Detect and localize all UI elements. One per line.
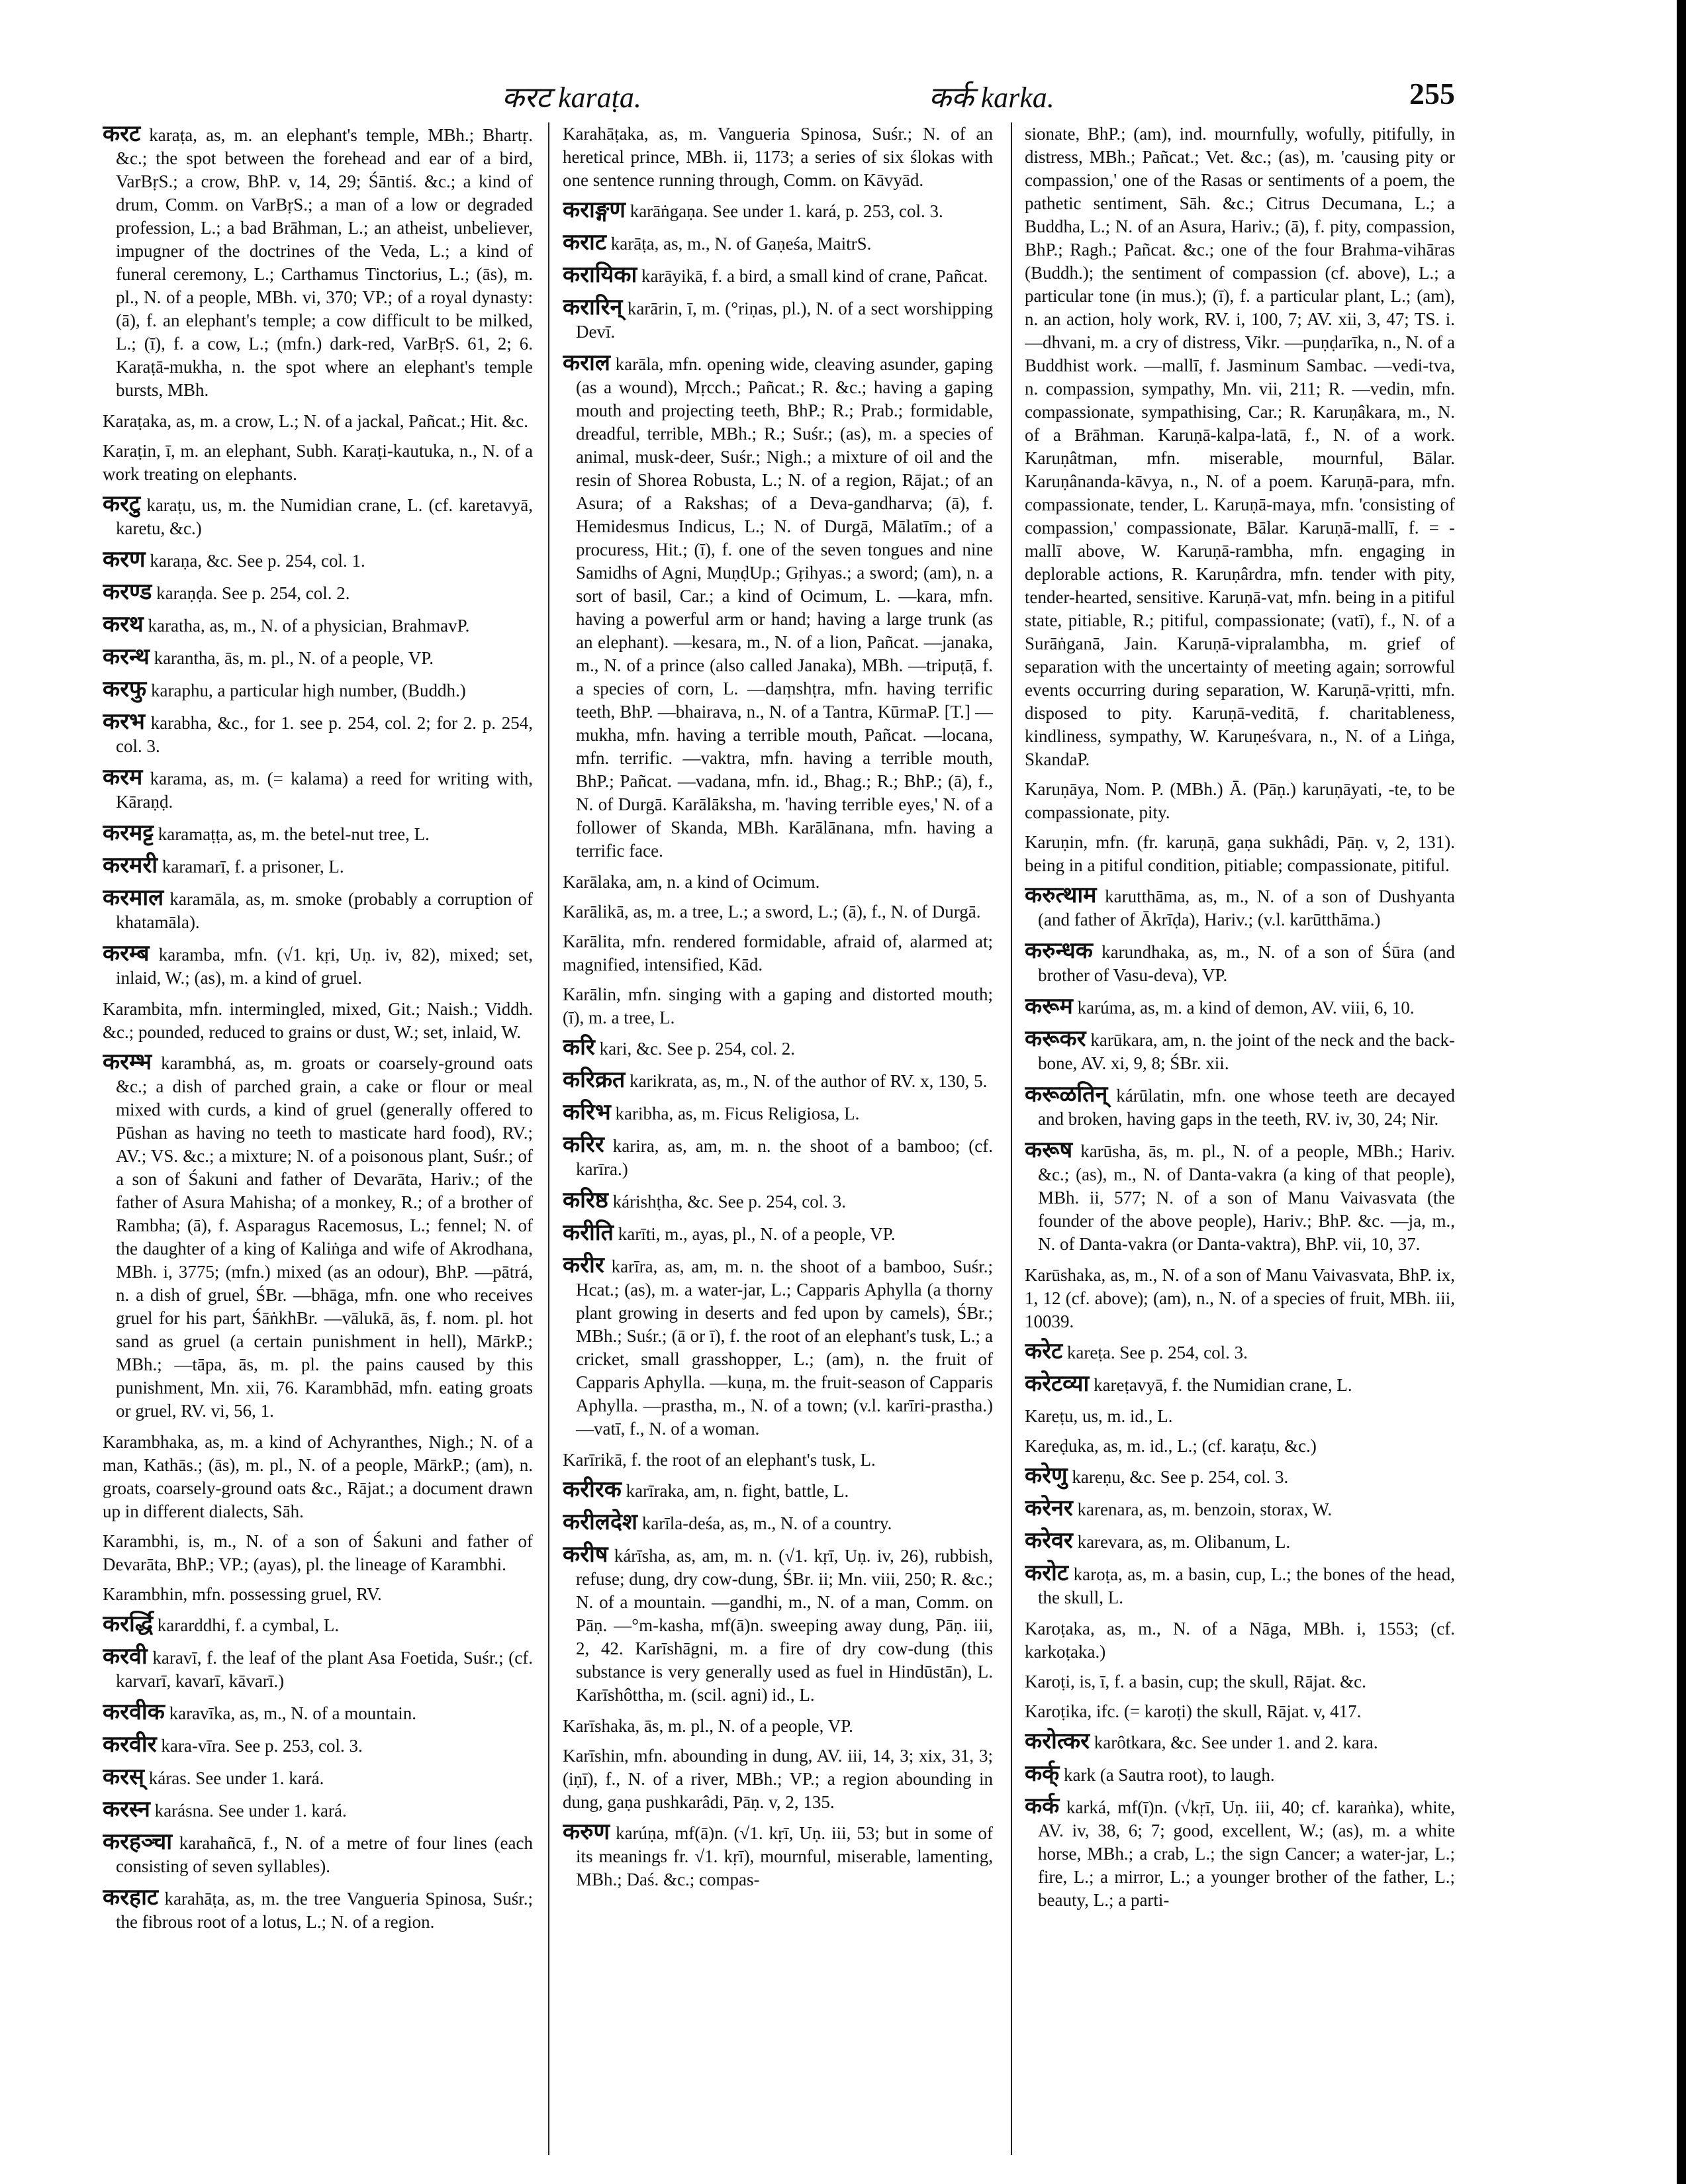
entry-headword: करुत्थाम bbox=[1025, 883, 1097, 908]
entry-headword: करवीक bbox=[103, 1700, 165, 1725]
entry-text: karenara, as, m. benzoin, storax, W. bbox=[1077, 1499, 1333, 1519]
dictionary-entry bbox=[103, 581, 533, 605]
entry-headword: कराल bbox=[563, 351, 610, 375]
dictionary-entry bbox=[563, 263, 993, 288]
entry-text: Karālaka, am, n. a kind of Ocimum. bbox=[563, 872, 820, 892]
dictionary-entry bbox=[563, 231, 993, 256]
entry-headword: करस् bbox=[103, 1765, 145, 1789]
entry-headword: करमरी bbox=[103, 853, 158, 878]
page-number: 255 bbox=[1409, 77, 1455, 111]
entry-headword: करवीर bbox=[103, 1733, 157, 1757]
dictionary-entry bbox=[1025, 995, 1455, 1020]
entry-text: karāyikā, f. a bird, a small kind of crane, Pañcat. bbox=[641, 266, 988, 286]
dictionary-entry bbox=[563, 1101, 993, 1125]
entry-text: Karuṇāya, Nom. P. (MBh.) Ā. (Pāṇ.) karuṇāyati, -te, to be compassionate, pity. bbox=[1025, 779, 1455, 822]
entry-text: karaṇḍa. See p. 254, col. 2. bbox=[156, 583, 350, 603]
entry-text: karāṭa, as, m., N. of Gaṇeśa, MaitrS. bbox=[610, 234, 872, 254]
dictionary-subentry bbox=[563, 983, 993, 1029]
entry-headword: करूळतिन् bbox=[1025, 1082, 1108, 1107]
dictionary-entry bbox=[563, 1036, 993, 1061]
entry-headword: करुन्धक bbox=[1025, 939, 1093, 963]
entry-text: karira, as, am, m. n. the shoot of a bamboo; (cf. karīra.) bbox=[576, 1136, 993, 1179]
entry-text: Karālita, mfn. rendered formidable, afraid of, alarmed at; magnified, intensified, Kād. bbox=[563, 931, 993, 974]
entry-text: karavī, f. the leaf of the plant Asa Foetida, Suśr.; (cf. karvarī, kavarī, kāvarī.) bbox=[116, 1648, 533, 1691]
entry-headword: करीष bbox=[563, 1543, 608, 1567]
entry-headword: करर्द्धि bbox=[103, 1612, 153, 1637]
page-header bbox=[98, 76, 1455, 116]
entry-text: sionate, BhP.; (am), ind. mournfully, wofully, pitifully, in distress, MBh.; Pañcat.; Vet. &c.; (as), m. 'causing pity or compassion,' one of the Rasas or sentiments of a poem, the pathetic sentiment, Sāh. &c.; Citrus Decumana, L.; a Buddha, L.; N. of an Asura, Hariv.; (ā), f. pity, compassion, BhP.; Ragh.; Pañcat. &c.; one of the four Brahma-vihāras (Buddh.); the sentiment of compassion (cf. above), L.; a particular tone (in mus.); (ī), f. a particular plant, L.; (am), n. an action, holy work, RV. i, 100, 7; AV. xii, 3, 47; TS. i. —dhvani, m. a cry of distress, Vikr. —puṇḍarīka, n., N. of a Buddhist work. —mallī, f. Jasminum Sambac. —vedi-tva, n. compassion, sympathy, Mn. vii, 211; R. —vedin, mfn. compassionate, sympathising, Car.; R. Karuṇâkara, m., N. of a Brāhman. Karuṇā-kalpa-latā, f., N. of a work. Karuṇâtman, mfn. miserable, mournful, Bālar. Karuṇânanda-kāvya, n., N. of a poem. Karuṇā-para, mfn. compassionate, tender, L. Karuṇā-maya, mfn. 'consisting of compassion,' compassionate, Bālar. Karuṇā-mallī, f. = -mallī above, W. Karuṇā-rambha, mfn. engaging in deplorable actions, R. Karuṇârdra, mfn. tender with pity, tender-hearted, sensitive. Karuṇā-vat, mfn. being in a pitiful state, pitiable, R.; pitiful, compassionate; (vatī), f., N. of a Surāṅganā, Jain. Karuṇā-vipralambha, m. grief of separation with the uncertainty of meeting again; sorrowful events occurring during separation, W. Karuṇā-vṛitti, mfn. disposed to pity. Karuṇā-veditā, f. charitableness, kindliness, sympathy, W. Karuṇeśvara, n., N. of a Liṅga, SkandaP. bbox=[1025, 124, 1455, 769]
entry-text: kárishṭha, &c. See p. 254, col. 3. bbox=[612, 1192, 847, 1211]
entry-text: kareṭavyā, f. the Numidian crane, L. bbox=[1094, 1375, 1352, 1395]
entry-headword: करीरक bbox=[563, 1478, 622, 1502]
entry-headword: कराङ्गण bbox=[563, 198, 626, 222]
entry-headword: कराट bbox=[563, 230, 606, 255]
dictionary-entry bbox=[563, 1189, 993, 1213]
dictionary-entry bbox=[1025, 1730, 1455, 1754]
entry-text: kareṇu, &c. See p. 254, col. 3. bbox=[1072, 1467, 1289, 1487]
page-edge bbox=[1677, 0, 1686, 2184]
entry-headword: करम bbox=[103, 765, 143, 790]
dictionary-entry bbox=[103, 548, 533, 573]
entry-text: kárīsha, as, am, m. n. (√1. kṛī, Uṇ. iv, 26), rubbish, refuse; dung, dry cow-dung, ŚBr. ii; Mn. viii, 250; R. &c.; N. of a mountain. —gandhi, m., N. of a man, Comm. on Pāṇ. —°m-kasha, mf(ā)n. sweeping away dung, Pāṇ. iii, 2, 42. Karīshāgni, m. a fire of dry cow-dung (this substance is very generally used as fuel in Hindūstān), L. Karīshôttha, m. (scil. agni) id., L. bbox=[576, 1546, 993, 1705]
dictionary-subentry bbox=[103, 1530, 533, 1576]
entry-headword: करुण bbox=[563, 1820, 610, 1844]
dictionary-subentry bbox=[1025, 831, 1455, 877]
entry-headword: करमट्ट bbox=[103, 821, 154, 845]
entry-headword: करम्ब bbox=[103, 941, 150, 966]
entry-text: karúma, as, m. a kind of demon, AV. viii, 6, 10. bbox=[1077, 998, 1415, 1018]
dictionary-entry bbox=[103, 942, 533, 990]
entry-text: Karambhaka, as, m. a kind of Achyranthes, Nigh.; N. of a man, Kathās.; (ās), m. pl., N. of a people, MārkP.; (am), n. groats, coarsely-ground oats &c., Rājat.; a document drawn up in different dialects, Sāh. bbox=[103, 1432, 533, 1521]
entry-headword: करहञ्चा bbox=[103, 1830, 173, 1854]
dictionary-entry bbox=[103, 613, 533, 638]
dictionary-subentry bbox=[103, 998, 533, 1044]
dictionary-entry bbox=[563, 1543, 993, 1707]
dictionary-entry bbox=[103, 710, 533, 758]
dictionary-subentry bbox=[1025, 122, 1455, 771]
entry-headword: करि bbox=[563, 1035, 595, 1060]
dictionary-entry bbox=[103, 1733, 533, 1758]
dictionary-entry bbox=[103, 493, 533, 540]
entry-text: karevara, as, m. Olibanum, L. bbox=[1077, 1532, 1291, 1552]
dictionary-entry bbox=[103, 1701, 533, 1725]
dictionary-subentry bbox=[563, 871, 993, 894]
dictionary-entry bbox=[1025, 1497, 1455, 1521]
dictionary-subentry bbox=[1025, 1700, 1455, 1723]
entry-text: karamaṭṭa, as, m. the betel-nut tree, L. bbox=[158, 824, 430, 844]
dictionary-subentry bbox=[563, 930, 993, 976]
entry-headword: करन्थ bbox=[103, 645, 150, 669]
dictionary-entry bbox=[1025, 1762, 1455, 1787]
entry-headword: करस्न bbox=[103, 1797, 150, 1822]
dictionary-entry bbox=[563, 1133, 993, 1181]
dictionary-entry bbox=[103, 1830, 533, 1878]
dictionary-subentry bbox=[103, 1431, 533, 1523]
entry-text: karaṇa, &c. See p. 254, col. 1. bbox=[150, 551, 365, 571]
dictionary-entry bbox=[1025, 1464, 1455, 1489]
entry-text: karahāṭa, as, m. the tree Vangueria Spinosa, Suśr.; the fibrous root of a lotus, L.; N. of a region. bbox=[116, 1889, 533, 1932]
entry-text: Karaṭin, ī, m. an elephant, Subh. Karaṭi-kautuka, n., N. of a work treating on elephants. bbox=[103, 441, 533, 484]
dictionary-subentry bbox=[103, 410, 533, 433]
dictionary-entry bbox=[1025, 1795, 1455, 1912]
dictionary-entry bbox=[103, 1051, 533, 1423]
entry-headword: करफु bbox=[103, 677, 147, 702]
dictionary-entry bbox=[1025, 1529, 1455, 1554]
entry-headword: करट bbox=[103, 122, 141, 146]
entry-text: karahañcā, f., N. of a metre of four lines (each consisting of seven syllables). bbox=[116, 1833, 533, 1876]
entry-text: karutthāma, as, m., N. of a son of Dushyanta (and father of Ākrīḍa), Hariv.; (v.l. karūtthāma.) bbox=[1038, 886, 1455, 929]
entry-text: Karālin, mfn. singing with a gaping and distorted mouth; (ī), m. a tree, L. bbox=[563, 984, 993, 1027]
column-divider bbox=[1011, 122, 1012, 2155]
dictionary-subentry bbox=[563, 1715, 993, 1738]
entry-text: kari, &c. See p. 254, col. 2. bbox=[599, 1039, 796, 1059]
entry-headword: करण bbox=[103, 547, 146, 572]
entry-text: karibha, as, m. Ficus Religiosa, L. bbox=[615, 1104, 860, 1123]
entry-headword: करण्ड bbox=[103, 580, 152, 604]
entry-text: karīti, m., ayas, pl., N. of a people, VP. bbox=[618, 1224, 896, 1244]
entry-text: kara-vīra. See p. 253, col. 3. bbox=[161, 1736, 363, 1756]
dictionary-subentry bbox=[103, 440, 533, 486]
entry-text: Karahāṭaka, as, m. Vangueria Spinosa, Suśr.; N. of an heretical prince, MBh. ii, 1173; a series of six ślokas with one sentence running through, Comm. on Kāvyād. bbox=[563, 124, 993, 190]
dictionary-subentry bbox=[1025, 1670, 1455, 1693]
running-head-center: कर्क karka. bbox=[929, 81, 1054, 114]
entry-text: karamarī, f. a prisoner, L. bbox=[162, 857, 344, 877]
dictionary-subentry bbox=[1025, 778, 1455, 824]
entry-headword: करीर bbox=[563, 1253, 604, 1278]
dictionary-subentry bbox=[1025, 1264, 1455, 1333]
dictionary-entry bbox=[103, 1766, 533, 1790]
dictionary-entry bbox=[1025, 884, 1455, 931]
entry-text: karúṇa, mf(ā)n. (√1. kṛī, Uṇ. iii, 53; but in some of its meanings fr. √1. kṛī), mournful, miserable, lamenting, MBh.; Daś. &c.; compas- bbox=[576, 1823, 993, 1889]
dictionary-entry bbox=[1025, 939, 1455, 987]
entry-headword: करम्भ bbox=[103, 1050, 152, 1074]
entry-text: Kareḍuka, as, m. id., L.; (cf. karaṭu, &c.) bbox=[1025, 1436, 1317, 1456]
entry-text: Karuṇin, mfn. (fr. karuṇā, gaṇa sukhâdi, Pāṇ. v, 2, 131). being in a pitiful condition, pitiable; compassionate, pitiful. bbox=[1025, 832, 1455, 875]
entry-headword: करूष bbox=[1025, 1138, 1073, 1163]
entry-text: karantha, ās, m. pl., N. of a people, VP. bbox=[154, 648, 434, 668]
entry-text: karikrata, as, m., N. of the author of RV. x, 130, 5. bbox=[630, 1071, 988, 1091]
entry-text: karabha, &c., for 1. see p. 254, col. 2; for 2. p. 254, col. 3. bbox=[116, 713, 533, 756]
entry-headword: करेनर bbox=[1025, 1496, 1073, 1521]
dictionary-entry bbox=[563, 199, 993, 223]
entry-text: kark (a Sautra root), to laugh. bbox=[1063, 1765, 1275, 1785]
dictionary-entry bbox=[103, 822, 533, 846]
entry-headword: करेणु bbox=[1025, 1464, 1068, 1488]
entry-headword: करीति bbox=[563, 1221, 614, 1245]
running-head-left: करट karaṭa. bbox=[502, 81, 641, 114]
entry-headword: करहाट bbox=[103, 1885, 159, 1910]
dictionary-subentry bbox=[563, 900, 993, 924]
dictionary-subentry bbox=[563, 122, 993, 192]
entry-text: Karaṭaka, as, m. a crow, L.; N. of a jackal, Pañcat.; Hit. &c. bbox=[103, 411, 529, 431]
dictionary-entry bbox=[1025, 1027, 1455, 1075]
entry-text: Karūshaka, as, m., N. of a son of Manu Vaivasvata, BhP. ix, 1, 12 (cf. above); (am), n., N. of a species of fruit, MBh. iii, 10039. bbox=[1025, 1265, 1455, 1331]
entry-text: Karoṭaka, as, m., N. of a Nāga, MBh. i, 1553; (cf. karkoṭaka.) bbox=[1025, 1619, 1455, 1662]
entry-headword: करटु bbox=[103, 492, 141, 516]
entry-text: karaṭu, us, m. the Numidian crane, L. (cf. karetavyā, karetu, &c.) bbox=[116, 495, 533, 538]
entry-text: káras. See under 1. kará. bbox=[148, 1768, 324, 1788]
dictionary-entry bbox=[103, 1645, 533, 1693]
entry-text: karīraka, am, n. fight, battle, L. bbox=[626, 1481, 849, 1501]
entry-headword: करिक्रत bbox=[563, 1068, 626, 1092]
entry-text: Karoṭi, is, ī, f. a basin, cup; the skull, Rājat. &c. bbox=[1025, 1672, 1366, 1691]
entry-headword: करोट bbox=[1025, 1561, 1068, 1586]
entry-text: karambhá, as, m. groats or coarsely-ground oats &c.; a dish of parched grain, a cake or flour or meal mixed with curds, a kind of gruel (generally offered to Pūshan as having no teeth to masticate hard food), RV.; AV.; VS. &c.; a mixture; N. of a poisonous plant, Suśr.; of a son of Śakuni and father of Devarāta, Hariv.; of the father of Asura Mahisha; of a monkey, R.; of a brother of Rambha; (ā), f. Asparagus Racemosus, L.; fennel; N. of the daughter of a king of Kaliṅga and wife of Akrodhana, MBh. i, 3775; (mfn.) mixed (as an odour), BhP. —pātrá, n. a dish of gruel, ŚBr. —bhāga, mfn. one who receives gruel for his part, ŚāṅkhBr. —vālukā, ās, f. nom. pl. hot sand as gruel (a certain punishment in hell), MārkP.; MBh.; —tāpa, ās, m. pl. the pains caused by this punishment, Mn. xii, 76. Karambhād, mfn. eating groats or gruel, RV. vi, 56, 1. bbox=[116, 1053, 533, 1421]
column-1 bbox=[103, 122, 533, 2155]
dictionary-entry bbox=[1025, 1372, 1455, 1397]
entry-headword: करेट bbox=[1025, 1339, 1063, 1364]
entry-text: Karoṭika, ifc. (= karoṭi) the skull, Rājat. v, 417. bbox=[1025, 1701, 1362, 1721]
dictionary-entry bbox=[103, 854, 533, 878]
entry-text: karaphu, a particular high number, (Buddh.) bbox=[150, 681, 466, 700]
entry-text: karatha, as, m., N. of a physician, BrahmavP. bbox=[148, 616, 470, 636]
dictionary-subentry bbox=[1025, 1617, 1455, 1664]
dictionary-entry bbox=[1025, 1139, 1455, 1256]
dictionary-entry bbox=[103, 645, 533, 670]
entry-text: karundhaka, as, m., N. of a son of Śūra (and brother of Vasu-deva), VP. bbox=[1038, 942, 1455, 985]
entry-text: karaṭa, as, m. an elephant's temple, MBh.; Bhartṛ. &c.; the spot between the forehead and ear of a bird, VarBṛS.; a crow, BhP. v, 14, 29; Śāntiś. &c.; a kind of drum, Comm. on VarBṛS.; a man of a low or degraded profession, L.; a bad Brāhman, L.; an atheist, unbeliever, impugner of the doctrines of the Veda, L.; a kind of funeral ceremony, L.; Carthamus Tinctorius, L.; (ās), m. pl., N. of a people, MBh. vi, 370; VP.; of a royal dynasty: (ā), f. an elephant's temple; a cow difficult to be milked, L.; (ī), f. a cow, L.; (mfn.) dark-red, VarBṛS. 61, 2; 6. Karaṭā-mukha, n. the spot where an elephant's temple bursts, MBh. bbox=[116, 125, 533, 400]
dictionary-entry bbox=[103, 1613, 533, 1637]
entry-headword: करिभ bbox=[563, 1100, 611, 1125]
dictionary-entry bbox=[103, 766, 533, 814]
dictionary-entry bbox=[103, 678, 533, 702]
entry-headword: करूम bbox=[1025, 994, 1073, 1019]
entry-text: kárūlatin, mfn. one whose teeth are decayed and broken, having gaps in the teeth, RV. iv, 30, 24; Nir. bbox=[1038, 1086, 1455, 1129]
entry-text: Kareṭu, us, m. id., L. bbox=[1025, 1406, 1173, 1426]
dictionary-entry bbox=[1025, 1340, 1455, 1364]
entry-headword: करूकर bbox=[1025, 1027, 1086, 1051]
entry-headword: कर्क् bbox=[1025, 1762, 1060, 1786]
dictionary-subentry bbox=[1025, 1405, 1455, 1428]
entry-headword: कर्क bbox=[1025, 1794, 1060, 1819]
entry-headword: करीलदेश bbox=[563, 1510, 638, 1535]
dictionary-entry bbox=[563, 1221, 993, 1246]
entry-headword: करिष्ठ bbox=[563, 1188, 608, 1213]
entry-text: karama, as, m. (= kalama) a reed for writing with, Kāraṇḍ. bbox=[116, 769, 533, 812]
entry-text: Karīrikā, f. the root of an elephant's tusk, L. bbox=[563, 1450, 876, 1470]
entry-text: karoṭa, as, m. a basin, cup, L.; the bones of the head, the skull, L. bbox=[1038, 1564, 1455, 1607]
column-divider bbox=[548, 122, 549, 2155]
entry-headword: करमाल bbox=[103, 886, 164, 910]
dictionary-entry bbox=[563, 1821, 993, 1891]
dictionary-entry bbox=[563, 1511, 993, 1535]
column-2 bbox=[563, 122, 993, 2155]
entry-text: karamāla, as, m. smoke (probably a corruption of khatamāla). bbox=[116, 889, 533, 932]
dictionary-entry bbox=[563, 296, 993, 344]
entry-text: karamba, mfn. (√1. kṛi, Uṇ. iv, 82), mixed; set, inlaid, W.; (as), m. a kind of gruel. bbox=[116, 945, 533, 988]
entry-text: karīra, as, am, m. n. the shoot of a bamboo, Suśr.; Hcat.; (as), m. a water-jar, L.; Capparis Aphylla (a thorny plant growing in deserts and fed upon by camels), ŚBr.; MBh.; Suśr.; (ā or ī), f. the root of an elephant's tusk, L.; a cricket, small grasshopper, L.; (am), n. the fruit of Capparis Aphylla. —kuṇa, m. the fruit-season of Capparis Aphylla. —prastha, m., N. of a town; (v.l. karīri-prastha.) —vatī, f., N. of a woman. bbox=[576, 1257, 993, 1439]
entry-headword: करवी bbox=[103, 1644, 148, 1669]
entry-text: Karambhi, is, m., N. of a son of Śakuni and father of Devarāta, BhP.; VP.; (ayas), pl. the lineage of Karambhi. bbox=[103, 1531, 533, 1574]
entry-text: karīla-deśa, as, m., N. of a country. bbox=[641, 1513, 892, 1533]
dictionary-entry bbox=[563, 352, 993, 863]
dictionary-entry bbox=[1025, 1562, 1455, 1609]
dictionary-entry bbox=[1025, 1083, 1455, 1131]
dictionary-entry bbox=[103, 122, 533, 402]
entry-text: karāṅgaṇa. See under 1. kará, p. 253, col. 3. bbox=[630, 201, 943, 221]
entry-text: Karīshin, mfn. abounding in dung, AV. iii, 14, 3; xix, 31, 3; (iṇī), f., N. of a river, MBh.; VP.; a region abounding in dung, gaṇa pushkarâdi, Pāṇ. v, 2, 135. bbox=[563, 1746, 993, 1812]
dictionary-entry bbox=[563, 1254, 993, 1441]
entry-text: Karīshaka, ās, m. pl., N. of a people, VP. bbox=[563, 1716, 853, 1736]
dictionary-entry bbox=[103, 886, 533, 934]
dictionary-subentry bbox=[563, 1744, 993, 1814]
dictionary-subentry bbox=[1025, 1435, 1455, 1458]
entry-text: karavīka, as, m., N. of a mountain. bbox=[169, 1703, 416, 1723]
entry-headword: करिर bbox=[563, 1133, 604, 1157]
entry-text: karásna. See under 1. kará. bbox=[154, 1801, 347, 1821]
entry-text: karká, mf(ī)n. (√kṛī, Uṇ. iii, 40; cf. karaṅka), white, AV. iv, 38, 6; 7; good, excellent, W.; (as), m. a white horse, MBh.; a crab, L.; the sign Cancer; a water-jar, L.; fire, L.; a mirror, L.; a younger brother of the father, L.; beauty, L.; a parti- bbox=[1038, 1797, 1455, 1910]
entry-text: karāla, mfn. opening wide, cleaving asunder, gaping (as a wound), Mṛcch.; Pañcat.; R. &c.; having a gaping mouth and projecting teeth, BhP.; R.; Prab.; formidable, dreadful, terrible, MBh.; R.; Suśr.; (as), m. a species of animal, musk-deer, Suśr.; Nigh.; a mixture of oil and the resin of Shorea Robusta, L.; N. of a region, Rājat.; of an Asura; of a Rakshas; of a Deva-gandharva; (ā), f. Hemidesmus Indicus, L.; N. of Durgā, Mālatīm.; of a procuress, Hit.; (ī), f. one of the seven tongues and nine Samidhs of Agni, MuṇḍUp.; Gṛihyas.; a sword; (am), n. a sort of basil, Car.; a kind of Ocimum, L. —kara, mfn. having a powerful arm or hand; having a large trunk (as an elephant). —kesara, m., N. of a lion, Pañcat. —janaka, m., N. of a prince (also called Janaka), MBh. —tripuṭā, f. a species of corn, L. —daṃshṭra, mfn. having terrific teeth, BhP. —bhairava, n., N. of a Tantra, KūrmaP. [T.] —mukha, mfn. having a terrible mouth, Pañcat. —locana, mfn. terrific. —vaktra, mfn. having a terrible mouth, BhP.; Pañcat. —vadana, mfn. id., Bhag.; R.; BhP.; (ā), f., N. of Durgā. Karālāksha, m. 'having terrible eyes,' N. of a follower of Skanda, MBh. Karālānana, mfn. having a terrific face. bbox=[576, 354, 993, 861]
entry-headword: करारिन् bbox=[563, 295, 623, 320]
dictionary-entry bbox=[103, 1798, 533, 1823]
entry-text: kararddhi, f. a cymbal, L. bbox=[157, 1615, 340, 1635]
entry-text: karārin, ī, m. (°riṇas, pl.), N. of a sect worshipping Devī. bbox=[576, 299, 993, 342]
entry-headword: करेटव्या bbox=[1025, 1372, 1090, 1396]
entry-text: karūsha, ās, m. pl., N. of a people, MBh.; Hariv. &c.; (as), m., N. of Danta-vakra (a king of that people), MBh. ii, 577; N. of a son of Manu Vaivasvata (the founder of the above people), Hariv.; BhP. &c. —ja, m., N. of Danta-vakra (or Danta-vaktra), BhP. vii, 10, 37. bbox=[1038, 1141, 1455, 1254]
entry-text: Karambita, mfn. intermingled, mixed, Git.; Naish.; Viddh. &c.; pounded, reduced to grains or dust, W.; set, inlaid, W. bbox=[103, 999, 533, 1042]
dictionary-subentry bbox=[103, 1583, 533, 1606]
entry-text: karôtkara, &c. See under 1. and 2. kara. bbox=[1094, 1733, 1378, 1752]
entry-text: kareṭa. See p. 254, col. 3. bbox=[1066, 1343, 1248, 1362]
dictionary-entry bbox=[103, 1886, 533, 1934]
dictionary-entry bbox=[563, 1478, 993, 1503]
entry-text: Karambhin, mfn. possessing gruel, RV. bbox=[103, 1584, 382, 1604]
entry-headword: करोत्कर bbox=[1025, 1729, 1090, 1754]
entry-text: Karālikā, as, m. a tree, L.; a sword, L.; (ā), f., N. of Durgā. bbox=[563, 902, 981, 922]
dictionary-entry bbox=[563, 1068, 993, 1093]
entry-headword: करेवर bbox=[1025, 1529, 1073, 1553]
entry-headword: करथ bbox=[103, 612, 144, 637]
entry-headword: करायिका bbox=[563, 263, 637, 287]
entry-headword: करभ bbox=[103, 710, 145, 734]
entry-text: karūkara, am, n. the joint of the neck and the back-bone, AV. xi, 9, 8; ŚBr. xii. bbox=[1038, 1030, 1455, 1073]
dictionary-subentry bbox=[563, 1448, 993, 1472]
column-3 bbox=[1025, 122, 1455, 2155]
